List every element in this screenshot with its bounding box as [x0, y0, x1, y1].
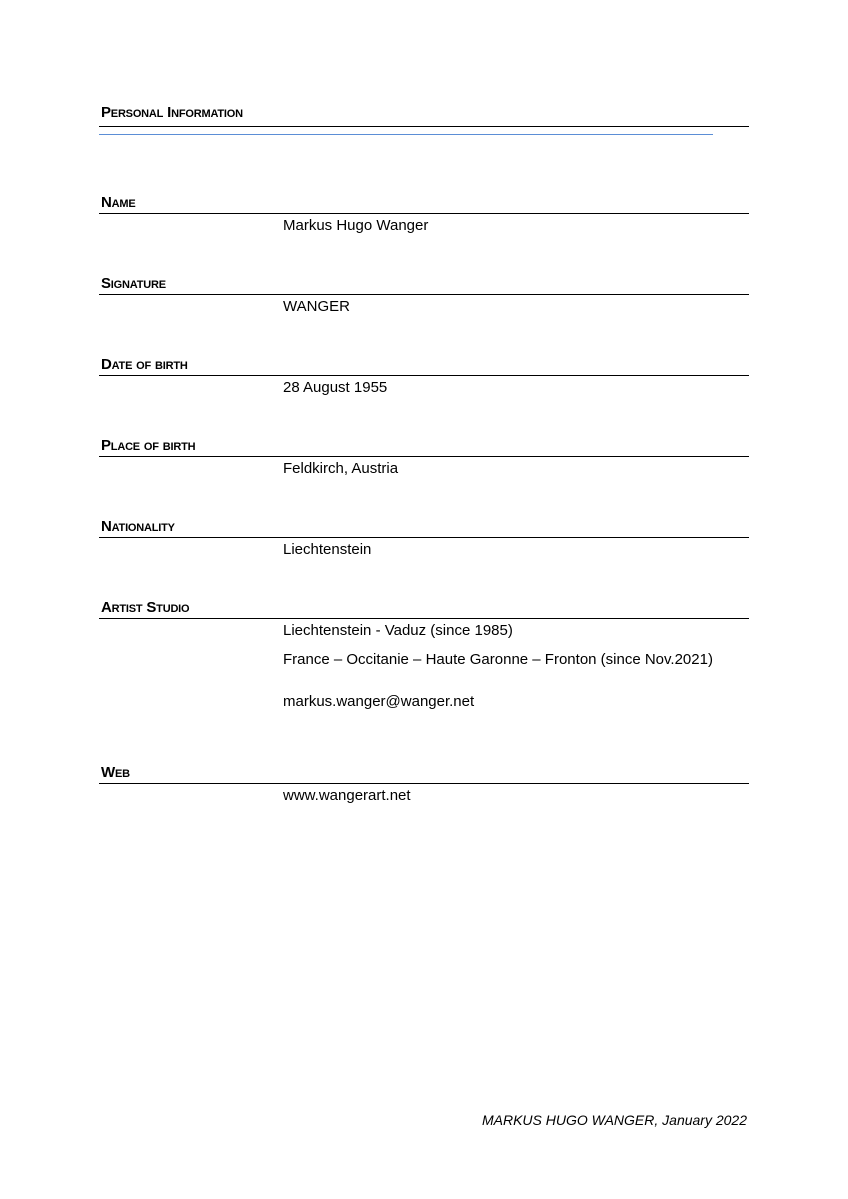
page-footer: MARKUS HUGO WANGER, January 2022 [481, 1112, 747, 1128]
studio-location-fronton: France – Occitanie – Haute Garonne – Fronton (since Nov.2021) [283, 651, 713, 668]
section-label-signature: Signature [99, 273, 749, 295]
section-name [99, 192, 749, 236]
section-date-of-birth [99, 354, 749, 398]
nationality-value: Liechtenstein [283, 541, 372, 558]
section-label-artist-studio: Artist Studio [99, 597, 749, 619]
web-link[interactable]: www.wangerart.net [283, 787, 411, 804]
section-nationality [99, 516, 749, 560]
section-place-of-birth [99, 435, 749, 479]
title-accent-divider [99, 134, 713, 135]
studio-email-link[interactable]: markus.wanger@wanger.net [283, 693, 475, 710]
section-label-place-of-birth: Place of birth [99, 435, 749, 457]
section-signature [99, 273, 749, 317]
section-label-web: Web [99, 762, 749, 784]
page-title: Personal Information [101, 104, 243, 121]
section-label-nationality: Nationality [99, 516, 749, 538]
name-value: Markus Hugo Wanger [283, 217, 429, 234]
title-divider [99, 126, 749, 127]
studio-location-vaduz: Liechtenstein - Vaduz (since 1985) [283, 622, 513, 639]
section-label-name: Name [99, 192, 749, 214]
section-web [99, 762, 749, 806]
date-of-birth-value: 28 August 1955 [283, 379, 388, 396]
section-artist-studio [99, 597, 749, 712]
signature-value: WANGER [283, 298, 350, 315]
section-label-date-of-birth: Date of birth [99, 354, 749, 376]
place-of-birth-value: Feldkirch, Austria [283, 460, 399, 477]
